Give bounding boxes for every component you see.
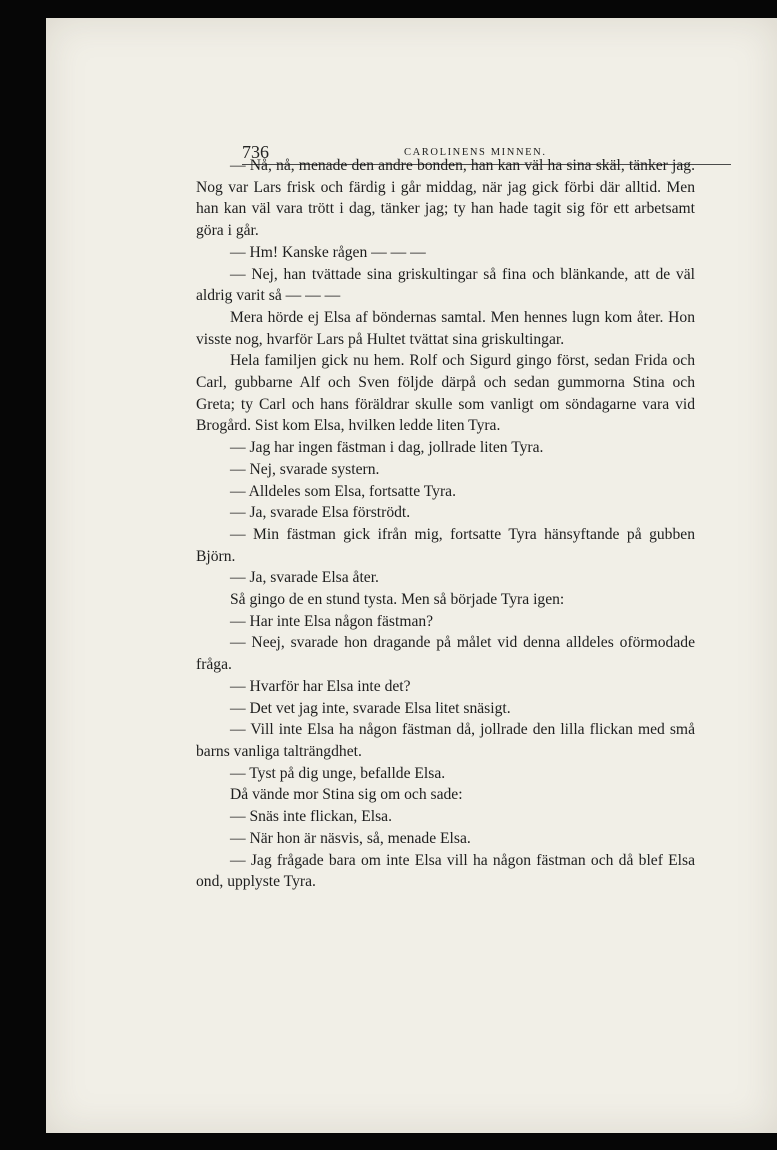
paragraph: — Snäs inte flickan, Elsa. xyxy=(230,808,392,826)
paragraph: — Ja, svarade Elsa förströdt. xyxy=(230,504,411,522)
paragraph: Hela familjen gick nu hem. Rolf och Sigurd gingo först, sedan Frida och Carl, gubbarne Alf och Sven följde därpå och sedan gummorna Stina och Greta; ty Carl och hans föräldrar skulle som vanligt om söndagarne vara vid Brogård. Sist kom Elsa, hvilken ledde liten Tyra. xyxy=(196,352,695,435)
paragraph: Då vände mor Stina sig om och sade: xyxy=(230,786,463,804)
paragraph: — Neej, svarade hon dragande på målet vid denna alldeles oförmodade fråga. xyxy=(196,634,695,674)
paragraph: — Min fästman gick ifrån mig, fortsatte Tyra hänsyftande på gubben Björn. xyxy=(196,525,695,565)
paragraph: — Nej, han tvättade sina griskultingar så fina och blänkande, att de väl aldrig varit så — — — xyxy=(196,265,695,305)
paragraph: — Har inte Elsa någon fästman? xyxy=(230,612,434,630)
paragraph: — Tyst på dig unge, befallde Elsa. xyxy=(230,764,446,782)
paragraph: — Alldeles som Elsa, fortsatte Tyra. xyxy=(230,482,456,500)
paragraph: — Hm! Kanske rågen — — — xyxy=(230,243,426,261)
paragraph: — Jag frågade bara om inte Elsa vill ha någon fästman och då blef Elsa ond, upplyste Tyra. xyxy=(196,851,695,891)
paragraph: Mera hörde ej Elsa af böndernas samtal. Men hennes lugn kom åter. Hon visste nog, hvarför Lars på Hultet tvättat sina griskultingar. xyxy=(196,308,695,348)
page-number: 736 xyxy=(242,142,269,162)
paragraph: — Jag har ingen fästman i dag, jollrade liten Tyra. xyxy=(230,439,544,457)
paragraph: — Nå, nå, menade den andre bonden, han kan väl ha sina skäl, tänker jag. Nog var Lars frisk och färdig i går middag, när jag gick förbi där alltid. Men han kan väl vara trött i dag, tänker jag; ty han hade tagit sig för ett arbetsamt göra i går. xyxy=(196,157,695,240)
body-text xyxy=(196,155,695,893)
paragraph: — När hon är näsvis, så, menade Elsa. xyxy=(230,829,471,847)
paragraph: — Hvarför har Elsa inte det? xyxy=(230,677,411,695)
paragraph: — Vill inte Elsa ha någon fästman då, jollrade den lilla flickan med små barns vanliga talträngdhet. xyxy=(196,721,695,760)
paragraph: Så gingo de en stund tysta. Men så började Tyra igen: xyxy=(230,591,565,609)
paragraph: — Det vet jag inte, svarade Elsa litet snäsigt. xyxy=(230,699,511,717)
paragraph: — Nej, svarade systern. xyxy=(230,460,380,478)
running-head: CAROLINENS MINNEN. xyxy=(404,147,547,158)
paragraph: — Ja, svarade Elsa åter. xyxy=(230,569,379,587)
